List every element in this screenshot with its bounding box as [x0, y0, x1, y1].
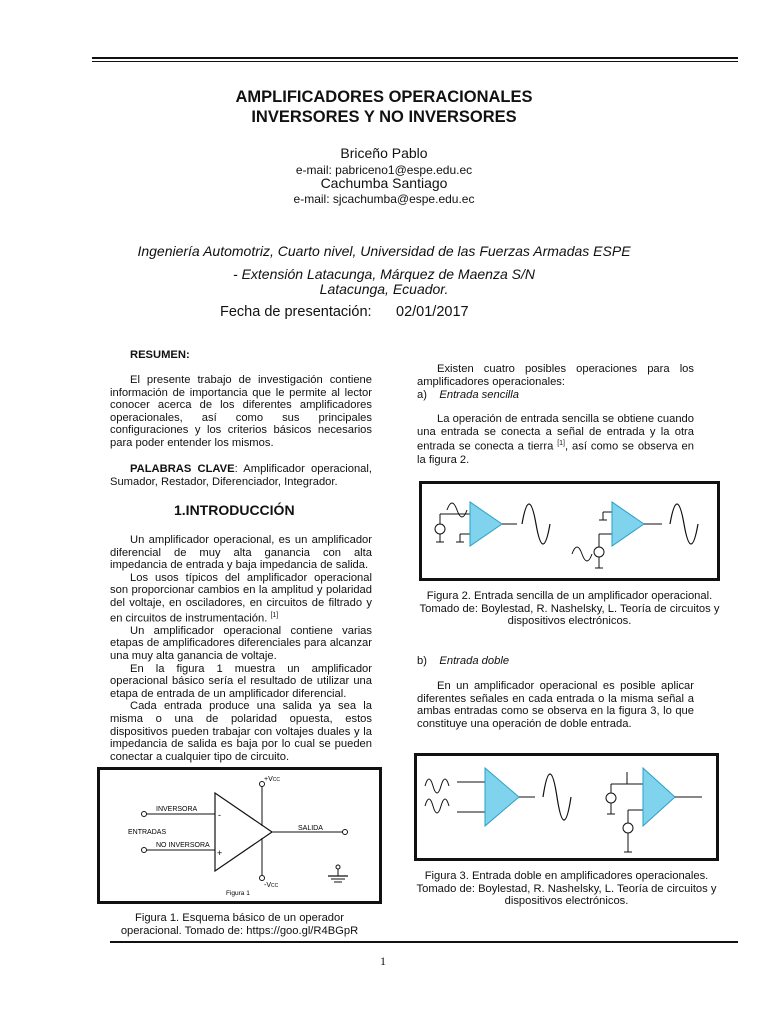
- figure-3-caption: Figura 3. Entrada doble en amplificadores operacionales. Tomado de: Boylestad, R. Nashelsky, L. Teoría de circuitos y dispositivos electrónicos.: [416, 870, 717, 908]
- intro-paragraph-4: En la figura 1 muestra un amplificador operacional básico sería el resultado de utilizar una etapa de entrada de un amplificador diferencial.: [110, 662, 372, 700]
- header-rule-thin: [92, 61, 738, 62]
- author-name-2: Cachumba Santiago: [320, 175, 448, 191]
- intro-paragraph-3: Un amplificador operacional contiene varias etapas de amplificadores diferenciales para alcanzar una muy alta ganancia de voltaje.: [110, 624, 372, 663]
- intro-body: [110, 534, 372, 763]
- figure-1-caption-line2: operacional. Tomado de: https://goo.gl/R4BGpR: [120, 924, 359, 937]
- resumen-heading: RESUMEN:: [130, 349, 190, 361]
- header-rule: [92, 57, 738, 59]
- salida-label: SALIDA: [298, 825, 323, 832]
- author-email-2: e-mail: sjcachumba@espe.edu.ec: [293, 192, 475, 206]
- footer-rule: [110, 941, 738, 943]
- subsection-a: a) Entrada sencilla: [417, 389, 519, 401]
- figure-1-caption-line1: Figura 1. Esquema básico de un operador: [135, 912, 344, 924]
- inversora-label: INVERSORA: [156, 806, 198, 813]
- date-value: 02/01/2017: [396, 304, 469, 320]
- opamp-diagram: [100, 770, 379, 901]
- vcc-bottom-label: -VCC: [264, 882, 279, 889]
- entrada-doble-text: En un amplificador operacional es posible aplicar diferentes señales en cada entrada o la misma señal a ambas entradas como se observa en la figura 3, lo que constituye una operación de doble entrada.: [417, 680, 694, 730]
- date-label: Fecha de presentación:: [220, 304, 372, 320]
- subsection-b: b) Entrada doble: [417, 655, 510, 667]
- double-input-diagram: [417, 756, 716, 858]
- reference-mark: [1]: [270, 611, 279, 619]
- affiliation-line1: Ingeniería Automotriz, Cuarto nivel, Universidad de las Fuerzas Armadas ESPE: [137, 243, 631, 259]
- keywords-label: PALABRAS CLAVE: [130, 463, 235, 475]
- intro-paragraph-2: Los usos típicos del amplificador operacional son proporcionar cambios en la amplitud y polaridad del voltaje, en osciladores, en circuitos de filtrado y en circuitos de instrumentación. [1]: [110, 571, 372, 625]
- subsection-a-title: Entrada sencilla: [439, 389, 519, 401]
- vcc-top-label: +VCC: [264, 776, 280, 783]
- entrada-doble-block: [417, 680, 694, 730]
- figure-2-caption: Figura 2. Entrada sencilla de un amplificador operacional. Tomado de: Boylestad, R. Nashelsky, L. Teoría de circuitos y dispositivos electrónicos.: [419, 590, 720, 628]
- author-email-1: e-mail: pabriceno1@espe.edu.ec: [295, 163, 473, 177]
- entrada-sencilla-block: [417, 413, 694, 466]
- affiliation-line3: Latacunga, Ecuador.: [319, 281, 449, 297]
- entrada-sencilla-text: La operación de entrada sencilla se obtiene cuando una entrada se conecta a señal de entrada y la otra entrada se conecta a tierra [1], así como se observa en la figura 2.: [417, 413, 694, 466]
- plus-sign: +: [217, 848, 223, 858]
- paper-title-line2: INVERSORES Y NO INVERSORES: [251, 108, 517, 126]
- intro-heading: 1.INTRODUCCIÓN: [174, 502, 295, 518]
- author-name-1: Briceño Pablo: [340, 145, 428, 161]
- opamp-triangle: [470, 502, 502, 546]
- intro-paragraph-1: Un amplificador operacional, es un amplificador diferencial de muy alta ganancia con alta impedancia de entrada y baja impedancia de salida.: [110, 534, 372, 572]
- keywords-block: [110, 463, 372, 488]
- right-intro: Existen cuatro posibles operaciones para los amplificadores operacionales:: [417, 363, 694, 388]
- page-number: 1: [380, 954, 386, 968]
- single-input-diagram: [422, 484, 717, 578]
- figure-1: [97, 767, 382, 904]
- resumen-block: [110, 374, 372, 450]
- resumen-text: El presente trabajo de investigación contiene información de importancia que le permite al lector conocer acerca de los diferentes amplificadores operacionales, así como sus principales configuraciones y los criterios básicos necesarios para poder entender los mismos.: [110, 374, 372, 449]
- right-intro-block: [417, 363, 694, 388]
- intro-paragraph-5: Cada entrada produce una salida ya sea la misma o una de polaridad opuesta, estos dispositivos pueden trabajar con voltajes duales y la impedancia de salida es baja por lo cual se pueden conectar a cualquier tipo de circuito.: [110, 700, 372, 763]
- figure-1-caption: [97, 912, 382, 937]
- opamp-triangle: [215, 793, 272, 871]
- keywords-text: : Amplificador operacional, Sumador, Restador, Diferenciador, Integrador.: [110, 463, 372, 488]
- figure-1-label: Figura 1: [226, 890, 250, 897]
- entradas-label: ENTRADAS: [128, 829, 167, 836]
- paper-title-line1: AMPLIFICADORES OPERACIONALES: [235, 88, 533, 106]
- opamp-triangle: [612, 502, 644, 546]
- figure-3: [414, 753, 719, 861]
- no-inversora-label: NO INVERSORA: [156, 842, 210, 849]
- affiliation-line2: - Extensión Latacunga, Márquez de Maenza S/N: [233, 266, 535, 282]
- opamp-triangle: [643, 768, 675, 826]
- figure-2: [419, 481, 720, 581]
- reference-mark: [1]: [557, 440, 565, 448]
- subsection-b-title: Entrada doble: [439, 655, 510, 667]
- minus-sign: -: [218, 810, 221, 820]
- opamp-triangle: [485, 768, 519, 826]
